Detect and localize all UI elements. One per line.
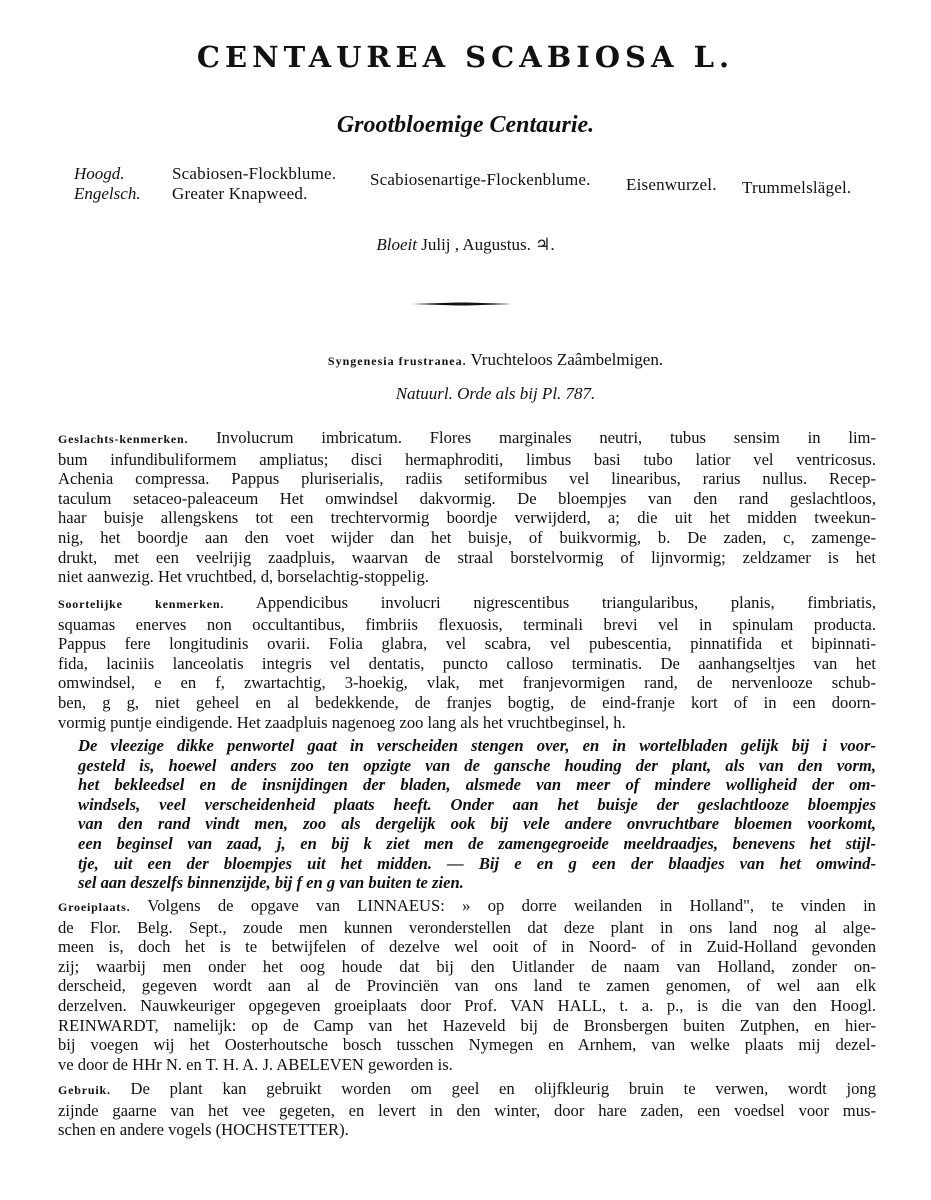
text-line: REINWARDT, namelijk: op de Camp van het Hazeveld bij de Bronsbergen buiten Zutphen, en hier-	[58, 1015, 876, 1035]
text-line: het bekleedsel en de insnijdingen der bladen, alsmede van meer of mindere wolligheid der om-	[78, 775, 876, 795]
text-line: haar buisje allengskens tot een trechtervormig boordje verwijderd, a; die uit het midden tweekun-	[58, 508, 876, 528]
text-line: ve door de HHr N. en T. H. A. J. ABELEVEN geworden is.	[58, 1054, 453, 1074]
german-name-2: Scabiosenartige-Flockenblume.	[370, 170, 591, 189]
text-line: de Flor. Belg. Sept., zoude men kunnen veronderstellen dat deze plant in ons land nog al alge-	[58, 917, 876, 937]
text-line: Groeiplaats. Volgens de opgave van LINNAEUS: » op dorre weilanden in Holland", te vinden in	[58, 896, 876, 915]
bloei-text: Julij , Augustus.	[421, 235, 531, 254]
text-line: bum infundibuliformem ampliatus; disci hermaphroditi, limbus basi tubo latior vel ventricosus.	[58, 449, 876, 469]
species-characters	[58, 593, 876, 732]
perennial-symbol: ♃.	[535, 235, 555, 254]
genus-characters	[58, 428, 876, 587]
engelsch-label: Engelsch.	[74, 184, 141, 203]
text-line: tje, uit een der bloempjes uit het midden. — Bij e en g een der blaadjes van het omwind-	[78, 853, 876, 873]
text-line: gesteld is, hoewel anders zoo ten opzigte van de gansche houding der plant, als van den vorm,	[78, 755, 876, 775]
text-line: omwindsel, e en f, zwartachtig, 3-hoekig, vlak, met franjevormigen rand, de nervenlooze schub-	[58, 673, 876, 693]
section-head: Gebruik.	[58, 1083, 111, 1097]
section-head: Groeiplaats.	[58, 900, 131, 914]
text-line: sel aan deszelfs binnenzijde, bij f en g van buiten te zien.	[78, 873, 464, 893]
text-line: taculum setaceo-paleaceum Het omwindsel dakvormig. De bloempjes van den rand geslachtloos,	[58, 488, 876, 508]
text-line: Gebruik. De plant kan gebruikt worden om geel en olijfkleurig bruin te verwen, wordt jong	[58, 1079, 876, 1098]
syngenesia-line	[0, 350, 931, 370]
text-line: Achenia compressa. Pappus pluriserialis, radiis setiformibus vel linearibus, rarius nullus. Recep-	[58, 469, 876, 489]
text-line: ben, g g, niet geheel en al bedekkende, de franjes bogtig, de eind-franje kort of in een doorn-	[58, 692, 876, 712]
description-paragraph	[78, 736, 876, 893]
german-name-4: Trummelslägel.	[742, 178, 852, 197]
text-line: derscheid, gegeven wordt aan al de Provinciën van ons land te zamen genomen, of wel aan elk	[58, 976, 876, 996]
syngenesia-class: Syngenesia frustranea.	[327, 354, 467, 368]
page-subtitle: Grootbloemige Centaurie.	[336, 112, 595, 138]
page-title: CENTAUREA SCABIOSA L.	[196, 40, 735, 74]
text-line: schen en andere vogels (HOCHSTETTER).	[58, 1120, 349, 1140]
natural-order-line: Natuurl. Orde als bij Pl. 787.	[395, 384, 596, 403]
text-line: derzelven. Nauwkeuriger opgegeven groeiplaats door Prof. VAN HALL, t. a. p., is die van den Hoogl.	[58, 995, 876, 1015]
german-name-1: Scabiosen-Flockblume.	[172, 164, 337, 183]
usage-paragraph	[58, 1079, 876, 1140]
text-line: squamas enerves non occultantibus, fimbriis flexuosis, terminali brevi vel in spinulam producta.	[58, 614, 876, 634]
text-line: Pappus fere longitudinis ovarii. Folia glabra, vel scabra, vel pubescentia, pinnatifida et bipinnati-	[58, 634, 876, 654]
bloei-label: Bloeit	[376, 235, 417, 254]
syngenesia-dutch: Vruchteloos Zaâmbelmigen.	[470, 350, 664, 369]
text-line: een beginsel van zaad, j, en bij k ziet men de zamengegroeide meeldraadjes, benevens het stijl-	[78, 833, 876, 853]
text-line: Geslachts-kenmerken. Involucrum imbricatum. Flores marginales neutri, tubus sensim in lim-	[58, 428, 876, 447]
section-head: Geslachts-kenmerken.	[58, 432, 189, 446]
text-line: bij voegen wij het Oosterhoutsche bosch tusschen Nymegen en Arnhem, van welke plaats mij dezel-	[58, 1035, 876, 1055]
flowering-line	[0, 235, 931, 255]
text-line: De vleezige dikke penwortel gaat in verscheiden stengen over, en in wortelbladen gelijk bij i voor-	[78, 736, 876, 755]
text-line: Soortelijke kenmerken. Appendicibus involucri nigrescentibus triangularibus, planis, fimbriatis,	[58, 593, 876, 612]
ornamental-rule	[412, 300, 512, 308]
german-name-3: Eisenwurzel.	[626, 175, 717, 194]
text-line: drukt, met een veelrijig zaadpluis, waarvan de straal borstelvormig of lijnvormig; zeldzamer is het	[58, 547, 876, 567]
section-head: Soortelijke kenmerken.	[58, 597, 225, 611]
text-line: niet aanwezig. Het vruchtbed, d, borselachtig-stoppelig.	[58, 567, 429, 587]
text-line: windsels, veel verscheidenheid plaats heeft. Onder aan het buisje der geslachtlooze bloempjes	[78, 794, 876, 814]
text-line: nig, het boordje aan den voet wijder dan het buisje, of buikvormig, b. De zaden, c, zamenge-	[58, 527, 876, 547]
text-line: zijnde gaarne van het vee gegeten, en levert in den winter, door hare zaden, een voedsel voor mus-	[58, 1100, 876, 1120]
text-line: zij; waarbij men onder het oog houde dat bij den Uitlander de naam van Holland, zonder on-	[58, 956, 876, 976]
text-line: van den rand vindt men, zoo als dergelijk ook bij vele andere onvruchtbare bloemen voorkomt,	[78, 814, 876, 834]
text-line: vormig puntje eindigende. Het zaadpluis nagenoeg zoo lang als het vruchtbeginsel, h.	[58, 712, 626, 732]
hoogd-label: Hoogd.	[74, 164, 125, 183]
text-line: fida, laciniis lanceolatis integris vel dentatis, puncto calloso terminatis. De aanhangseltjes van het	[58, 653, 876, 673]
text-line: meen is, doch het is te betwijfelen of dezelve wel ooit of in Noord- of in Zuid-Holland gevonden	[58, 937, 876, 957]
habitat-paragraph	[58, 896, 876, 1074]
english-name: Greater Knapweed.	[172, 184, 308, 203]
